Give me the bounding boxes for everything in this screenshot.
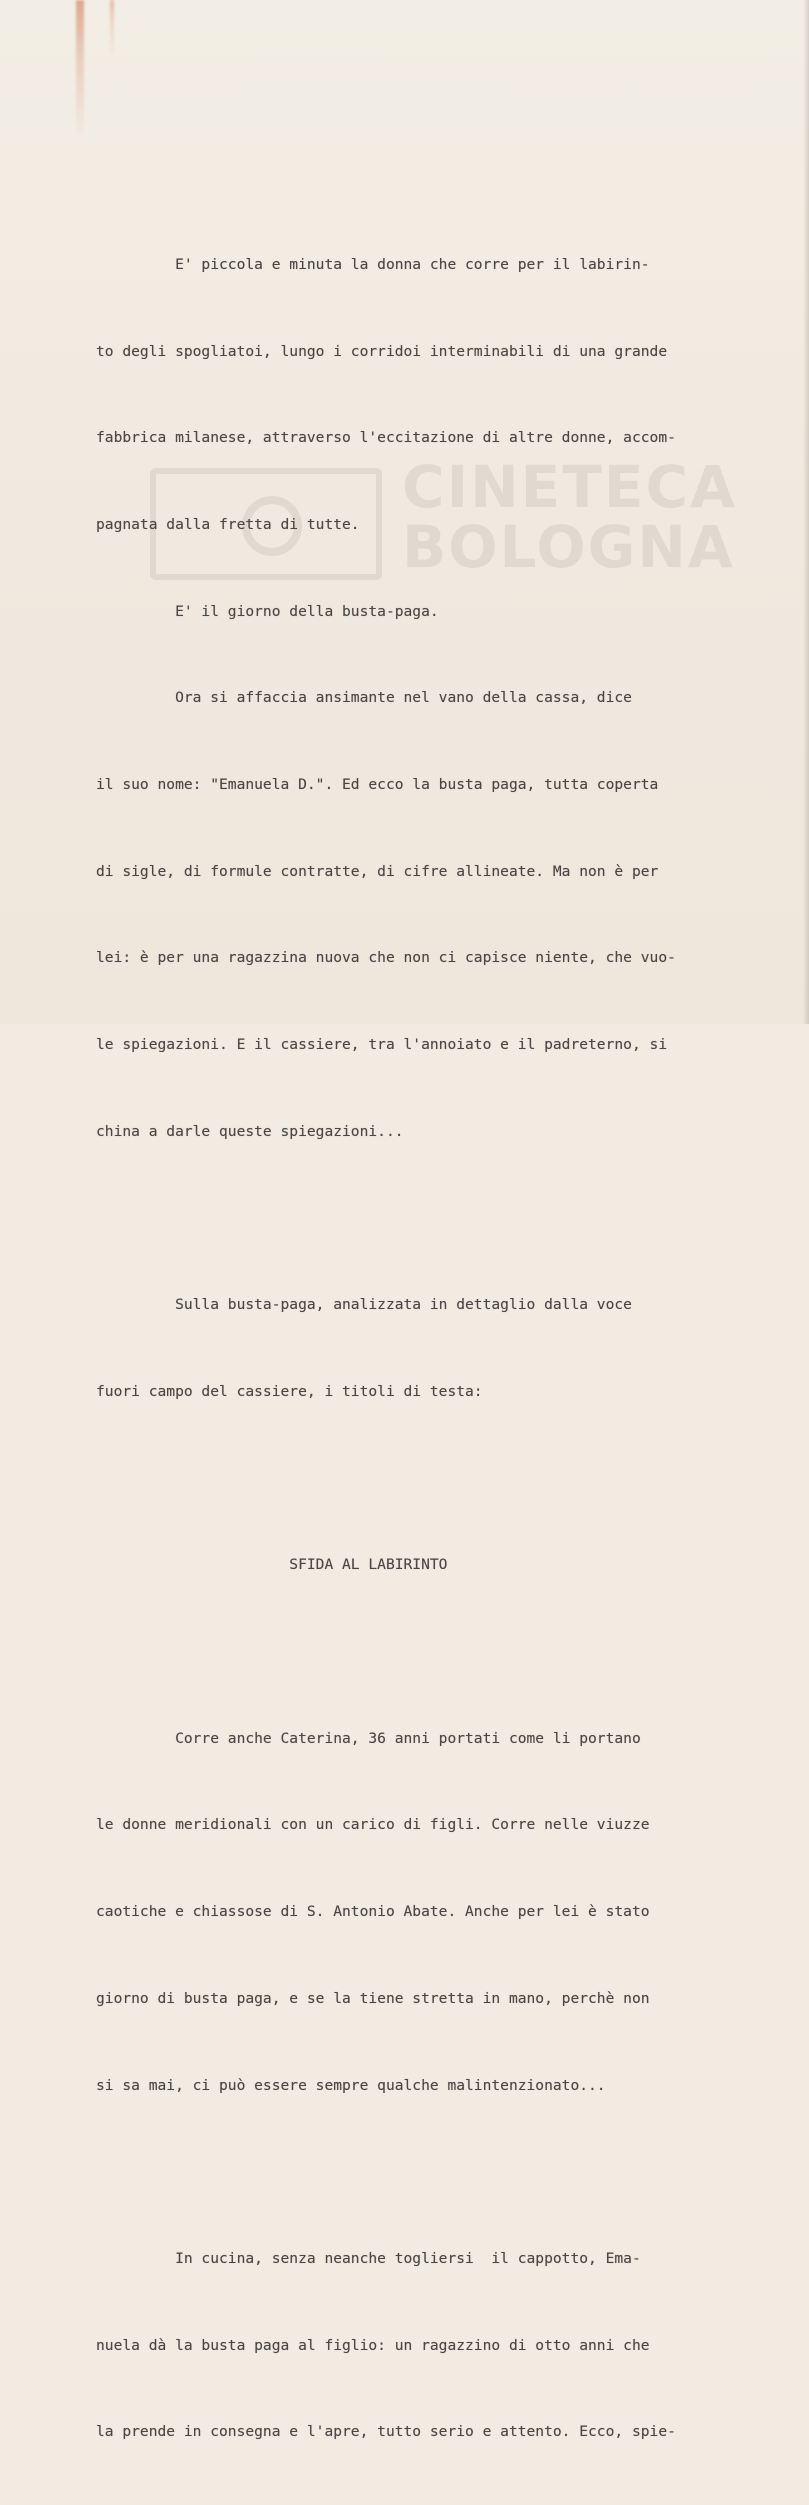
text-line: caotiche e chiassose di S. Antonio Abate. Anche per lei è stato [96, 1903, 650, 1921]
text-line: le spiegazioni. E il cassiere, tra l'annoiato e il padreterno, si [96, 1036, 668, 1054]
text-line: si sa mai, ci può essere sempre qualche malintenzionato... [96, 2076, 606, 2094]
text-line: di sigle, di formule contratte, di cifre allineate. Ma non è per [96, 862, 659, 880]
blank-line [96, 1465, 756, 1494]
text-line: pagnata dalla fretta di tutte. [96, 515, 360, 533]
watermark-line-2: BOLOGNA [402, 513, 735, 581]
text-line: la prende in consegna e l'apre, tutto serio e attento. Ecco, spie- [96, 2423, 676, 2441]
text-line: Sulla busta-paga, analizzata in dettaglio dalla voce [96, 1296, 632, 1314]
text-line: E' piccola e minuta la donna che corre per il labirin- [96, 255, 650, 273]
typed-text-body [96, 193, 756, 2505]
text-line: le donne meridionali con un carico di figli. Corre nelle viuzze [96, 1816, 650, 1834]
blank-line [96, 1638, 756, 1667]
text-line: fabbrica milanese, attraverso l'eccitazione di altre donne, accom- [96, 429, 676, 447]
rust-stain [110, 0, 114, 60]
text-line: il suo nome: "Emanuela D.". Ed ecco la busta paga, tutta coperta [96, 776, 659, 794]
text-line: china a darle queste spiegazioni... [96, 1122, 404, 1140]
text-line: Ora si affaccia ansimante nel vano della cassa, dice [96, 689, 632, 707]
blank-line [96, 1205, 756, 1234]
text-line: fuori campo del cassiere, i titoli di testa: [96, 1382, 483, 1400]
blank-line [96, 2158, 756, 2187]
text-line: to degli spogliatoi, lungo i corridoi interminabili di una grande [96, 342, 668, 360]
section-title: SFIDA AL LABIRINTO [96, 1556, 448, 1574]
watermark-line-1: CINETECA [402, 453, 737, 521]
text-line: E' il giorno della busta-paga. [96, 602, 439, 620]
paper-edge-shadow [803, 0, 809, 1024]
text-line: Corre anche Caterina, 36 anni portati come li portano [96, 1729, 641, 1747]
text-line: nuela dà la busta paga al figlio: un ragazzino di otto anni che [96, 2336, 650, 2354]
text-line: giorno di busta paga, e se la tiene stretta in mano, perchè non [96, 1989, 650, 2007]
rust-stain [76, 0, 84, 140]
text-line: In cucina, senza neanche togliersi il cappotto, Ema- [96, 2249, 641, 2267]
text-line: lei: è per una ragazzina nuova che non ci capisce niente, che vuo- [96, 949, 676, 967]
